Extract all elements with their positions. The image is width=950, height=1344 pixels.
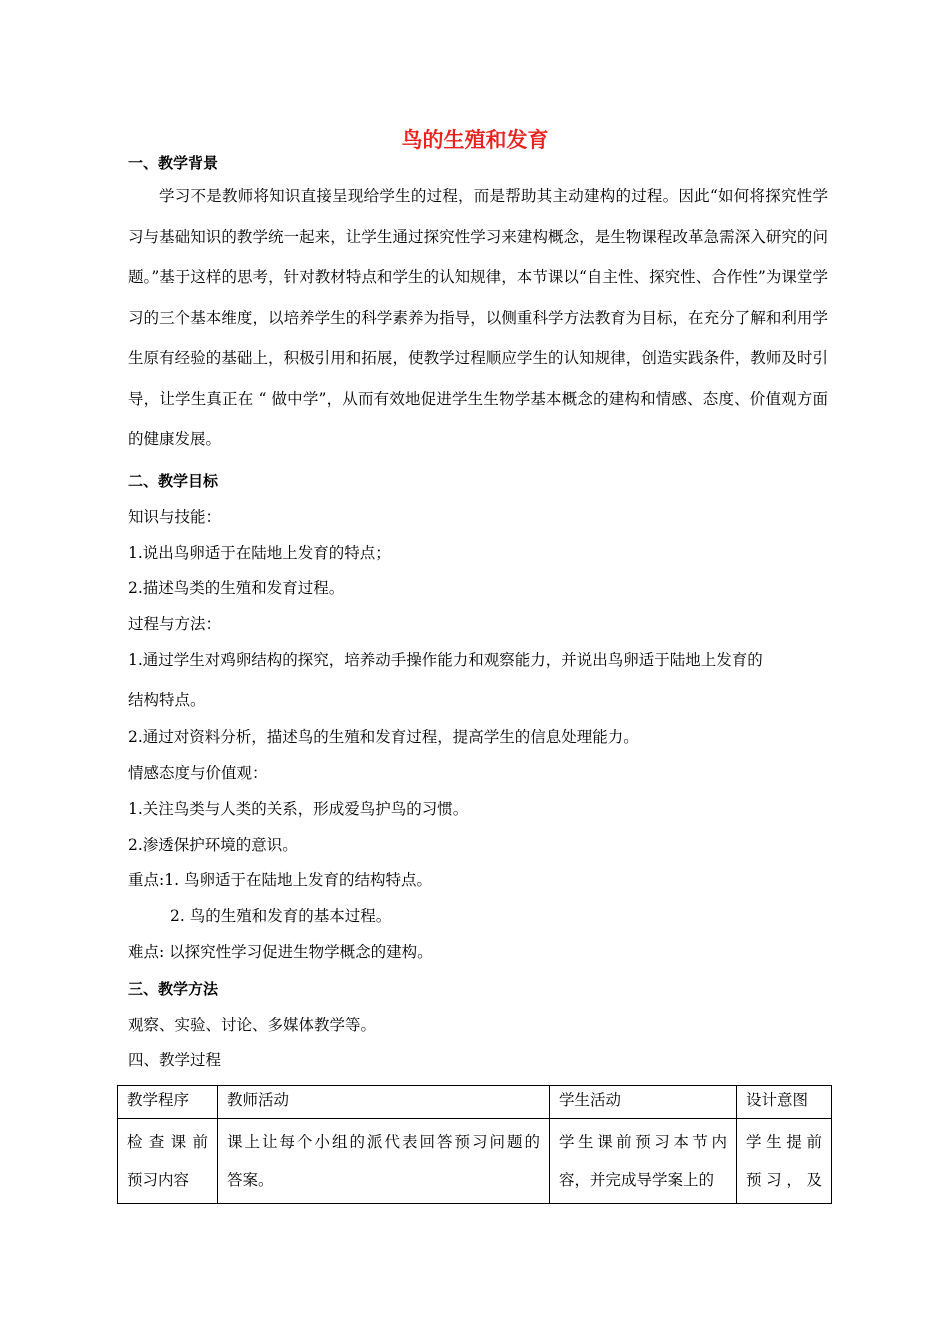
cell-line: 预习，及 (746, 1171, 822, 1189)
table-cell (118, 1119, 218, 1204)
methods-text: 观察、实验、讨论、多媒体教学等。 (128, 1016, 377, 1034)
process-item-1: 1.通过学生对鸡卵结构的探究，培养动手操作能力和观察能力，并说出鸟卵适于陆地上发育的 (128, 651, 763, 669)
section-heading-background: 一、教学背景 (128, 154, 219, 172)
knowledge-item-1: 1.说出鸟卵适于在陆地上发育的特点； (128, 544, 391, 562)
header-cell: 教师活动 (218, 1086, 550, 1119)
table-header-row (118, 1086, 832, 1119)
process-item-1-cont: 结构特点。 (128, 691, 206, 709)
cell-line: 检查课前 (127, 1133, 208, 1151)
knowledge-label: 知识与技能： (128, 508, 222, 526)
cell-line: 答案。 (227, 1171, 274, 1189)
header-cell: 学生活动 (550, 1086, 737, 1119)
cell-line: 预习内容 (127, 1171, 190, 1189)
section-heading-objectives: 二、教学目标 (128, 472, 219, 490)
emotion-label: 情感态度与价值观： (128, 764, 268, 782)
header-cell: 教学程序 (118, 1086, 218, 1119)
cell-line: 课上让每个小组的派代表回答预习问题的 (227, 1133, 540, 1151)
key-point-1: 重点:1. 鸟卵适于在陆地上发育的结构特点。 (128, 871, 432, 889)
background-paragraph: 学习不是教师将知识直接呈现给学生的过程，而是帮助其主动建构的过程。因此“如何将探究性学习与基础知识的教学统一起来，让学生通过探究性学习来建构概念，是生物课程改革急需深入研究的问题。”基于这样的思考，针对教材特点和学生的认知规律，本节课以“自主性、探究性、合作性”为课堂学习的三个基本维度，以培养学生的科学素养为指导，以侧重科学方法教育为目标，在充分了解和利用学生原有经验的基础上，积极引用和拓展，使教学过程顺应学生的认知规律，创造实践条件，教师及时引导，让学生真正在 “ 做中学”，从而有效地促进学生生物学基本概念的建构和情感、态度、价值观方面的健康发展。 (128, 187, 828, 448)
table-cell (550, 1119, 737, 1204)
section-heading-process: 四、教学过程 (128, 1051, 222, 1069)
process-label: 过程与方法： (128, 615, 222, 633)
cell-line: 学生提前 (746, 1133, 822, 1151)
page-title: 鸟的生殖和发育 (401, 128, 549, 152)
key-point-2: 2. 鸟的生殖和发育的基本过程。 (170, 907, 392, 925)
section-heading-methods: 三、教学方法 (128, 980, 219, 998)
teaching-process-table (117, 1085, 832, 1204)
table-row (118, 1119, 832, 1204)
table-cell (218, 1119, 550, 1204)
emotion-item-2: 2.渗透保护环境的意识。 (128, 836, 298, 854)
knowledge-item-2: 2.描述鸟类的生殖和发育过程。 (128, 579, 345, 597)
header-cell: 设计意图 (737, 1086, 832, 1119)
cell-line: 容，并完成导学案上的 (559, 1171, 715, 1189)
emotion-item-1: 1.关注鸟类与人类的关系，形成爱鸟护鸟的习惯。 (128, 800, 469, 818)
process-item-2: 2.通过对资料分析，描述鸟的生殖和发育过程，提高学生的信息处理能力。 (128, 728, 639, 746)
table-cell (737, 1119, 832, 1204)
difficult-point: 难点: 以探究性学习促进生物学概念的建构。 (128, 943, 433, 961)
cell-line: 学生课前预习本节内 (559, 1133, 727, 1151)
